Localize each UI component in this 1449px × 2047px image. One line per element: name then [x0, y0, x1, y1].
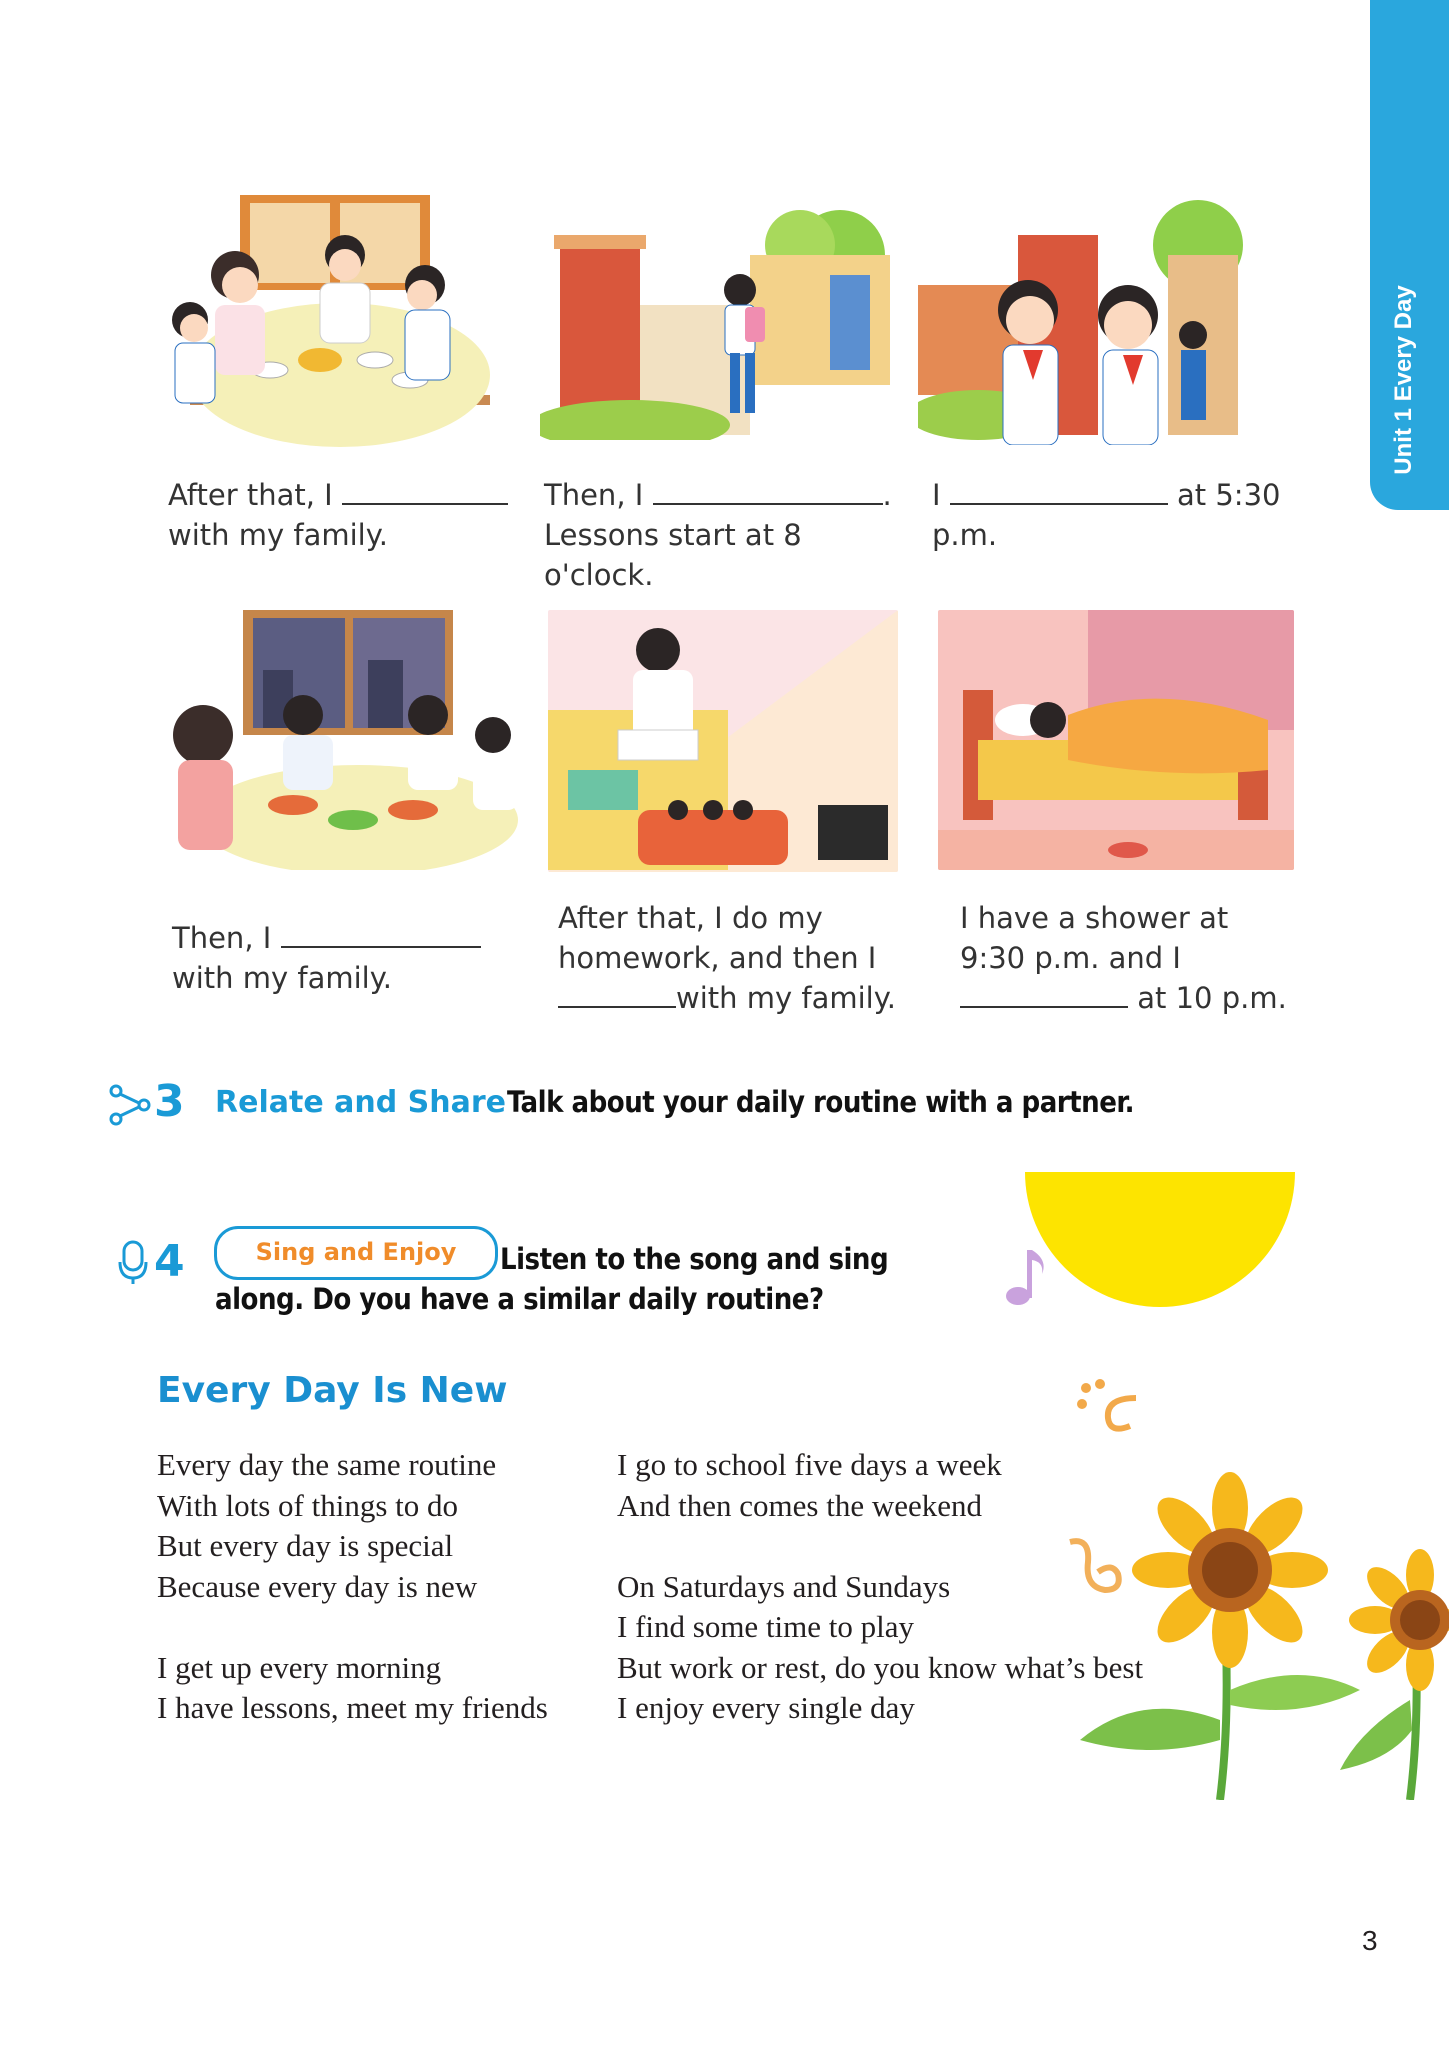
- unit-tab-label: Unit 1 Every Day: [1390, 285, 1417, 475]
- picture-breakfast-with-family: [170, 195, 500, 447]
- lyric-line: I go to school five days a week: [617, 1447, 1002, 1482]
- lyric-line: [617, 1526, 1237, 1567]
- caption-6: [960, 898, 1300, 1018]
- unit-tab-label-box: [1372, 280, 1436, 480]
- answer-blank-6[interactable]: [960, 978, 1128, 1008]
- picture-going-to-bed: [938, 610, 1294, 870]
- sing-and-enjoy-badge: [214, 1226, 498, 1280]
- section-4-instruction-line1: Listen to the song and sing: [500, 1242, 889, 1276]
- share-icon: [108, 1083, 152, 1127]
- caption-3-text: I: [932, 478, 941, 512]
- lyric-line: But work or rest, do you know what’s best: [617, 1649, 1144, 1685]
- section-4-instruction-line2: along. Do you have a similar daily routine?: [215, 1282, 824, 1316]
- lyric-line: On Saturdays and Sundays: [617, 1568, 951, 1604]
- page-number: 3: [1362, 1925, 1378, 1956]
- picture-leaving-school: [918, 195, 1268, 445]
- lyric-line: I find some time to play: [617, 1609, 915, 1644]
- picture-homework-and-tv: [548, 610, 898, 872]
- caption-2-line2: Lessons start at 8 o'clock.: [544, 518, 802, 592]
- caption-5: [558, 898, 918, 1018]
- lyric-line: And then comes the weekend: [617, 1487, 982, 1523]
- answer-blank-2[interactable]: [653, 475, 883, 505]
- microphone-icon: [118, 1240, 148, 1286]
- sing-and-enjoy-badge-text: Sing and Enjoy: [255, 1238, 457, 1266]
- caption-1-line2: with my family.: [168, 518, 388, 552]
- answer-blank-1[interactable]: [342, 475, 508, 505]
- lyric-line: I enjoy every single day: [617, 1690, 915, 1725]
- lyric-line: Every day the same routine: [157, 1447, 497, 1482]
- section-3-title: Relate and Share: [215, 1085, 506, 1120]
- caption-5-line3: with my family.: [676, 981, 896, 1015]
- picture-dinner-with-family: [168, 610, 526, 870]
- section-3-instruction: Talk about your daily routine with a partner.: [507, 1085, 1135, 1119]
- answer-blank-4[interactable]: [281, 918, 481, 948]
- section-3-number: 3: [154, 1076, 185, 1127]
- sun-illustration: [1025, 1172, 1295, 1307]
- answer-blank-5[interactable]: [558, 978, 676, 1008]
- lyric-line: With lots of things to do: [157, 1487, 459, 1523]
- caption-2: [544, 475, 914, 595]
- caption-3: [932, 475, 1292, 555]
- lyric-line: Because every day is new: [157, 1568, 478, 1604]
- song-verse-right: [617, 1445, 1237, 1729]
- picture-walking-to-school: [540, 195, 895, 440]
- caption-4-text: Then, I: [172, 921, 272, 955]
- music-note-icon: [1002, 1242, 1052, 1312]
- caption-4-line2: with my family.: [172, 961, 392, 995]
- caption-5-line1: After that, I do my: [558, 901, 823, 935]
- caption-3-line2: p.m.: [932, 518, 998, 552]
- caption-3-time: at 5:30: [1177, 478, 1281, 512]
- lyric-line: [157, 1607, 617, 1648]
- caption-1: [168, 475, 508, 555]
- lyric-line: But every day is special: [157, 1528, 454, 1563]
- caption-6-line1: I have a shower at: [960, 901, 1229, 935]
- caption-1-text: After that, I: [168, 478, 333, 512]
- caption-5-line2: homework, and then I: [558, 941, 877, 975]
- caption-2-period: .: [882, 478, 892, 512]
- lyric-line: I have lessons, meet my friends: [157, 1690, 548, 1725]
- song-verse-left: [157, 1445, 617, 1729]
- song-title: Every Day Is New: [157, 1370, 508, 1411]
- caption-2-text: Then, I: [544, 478, 644, 512]
- caption-6-line2: 9:30 p.m. and I: [960, 941, 1181, 975]
- music-note-orange-icon: [1076, 1378, 1150, 1438]
- lyric-line: I get up every morning: [157, 1649, 442, 1685]
- caption-6-line3: at 10 p.m.: [1137, 981, 1287, 1015]
- section-4-number: 4: [154, 1236, 185, 1287]
- caption-4: [172, 918, 512, 998]
- answer-blank-3[interactable]: [950, 475, 1168, 505]
